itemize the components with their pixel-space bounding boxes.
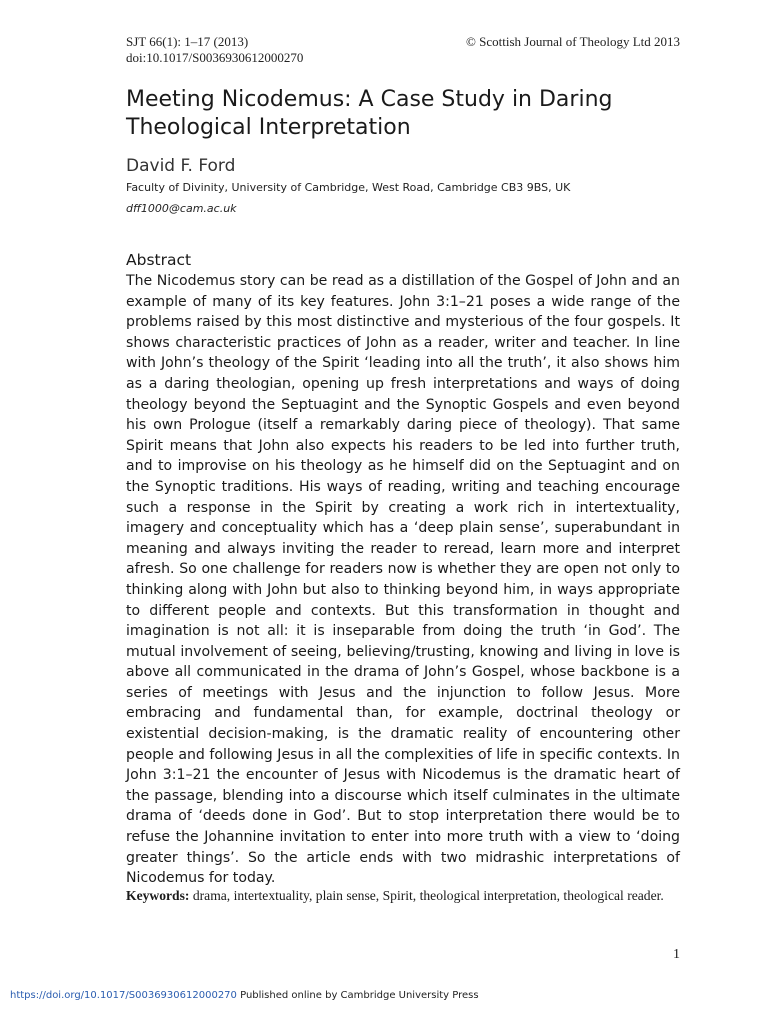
article-doi: doi:10.1017/S0036930612000270 [126,50,304,65]
article-title: Meeting Nicodemus: A Case Study in Daring Theological Interpretation [126,87,613,140]
journal-copyright: © Scottish Journal of Theology Ltd 2013 [465,34,680,49]
abstract-text: The Nicodemus story can be read as a distillation of the Gospel of John and an example of many of its key features. John 3:1–21 poses a wide range of the problems raised by this most distinctive and mysterious of the four gospels. It shows characteristic practices of John as a reader, writer and teacher. In line with John’s theology of the Spirit ‘leading into all the truth’, it also shows him as a daring theologian, opening up fresh interpretations and ways of doing theology beyond the Septuagint and the Synoptic Gospels and even beyond his own Prologue (itself a remarkably daring piece of theology). That same Spirit means that John also expects his readers to be led into further truth, and to improvise on his theology as he himself did on the Septuagint and on the Synoptic traditions. His ways of reading, writing and teaching encourage such a response in the Spirit by creating a work rich in intertextuality, imagery and conceptuality which has a ‘deep plain sense’, superabundant in meaning and always inviting the reader to reread, learn more and interpret afresh. So one challenge for readers now is whether they are open not only to thinking along with John but also to thinking beyond him, in ways appropriate to different people and contexts. But this transformation in thought and imagination is not all: it is inseparable from doing the truth ‘in God’. The mutual involvement of seeing, believing/trusting, knowing and living in love is above all communicated in the drama of John’s Gospel, whose backbone is a series of meetings with Jesus and the injunction to follow Jesus. More embracing and fundamental than, for example, doctrinal theology or existential decision-making, is the dramatic reality of encountering other people and following Jesus in all the complexities of life in specific contexts. In John 3:1–21 the encounter of Jesus with Nicodemus is the dramatic heart of the passage, blending into a discourse which itself culminates in the ultimate drama of ‘deeds done in God’. But to stop interpretation there would be to refuse the Johannine invitation to enter into more truth with a view to ‘doing greater things’. So the article ends with two midrashic interpretations of Nicodemus for today. [126,273,680,887]
author-name: David F. Ford [126,156,236,176]
journal-citation: SJT 66(1): 1–17 (2013) [126,34,249,49]
running-header-left [126,34,303,66]
page-number: 1 [673,947,680,962]
author-affiliation: Faculty of Divinity, University of Cambridge, West Road, Cambridge CB3 9BS, UK [126,181,571,194]
keywords-list: drama, intertextuality, plain sense, Spirit, theological interpretation, theological reader. [192,888,664,903]
doi-link[interactable]: https://doi.org/10.1017/S0036930612000270 [10,990,237,1001]
keywords [126,886,680,906]
abstract-heading: Abstract [126,251,192,269]
keywords-label: Keywords: [126,888,190,903]
published-online-note: Published online by Cambridge University Press [236,990,479,1001]
author-email: dff1000@cam.ac.uk [126,202,237,215]
footer [10,989,479,1003]
